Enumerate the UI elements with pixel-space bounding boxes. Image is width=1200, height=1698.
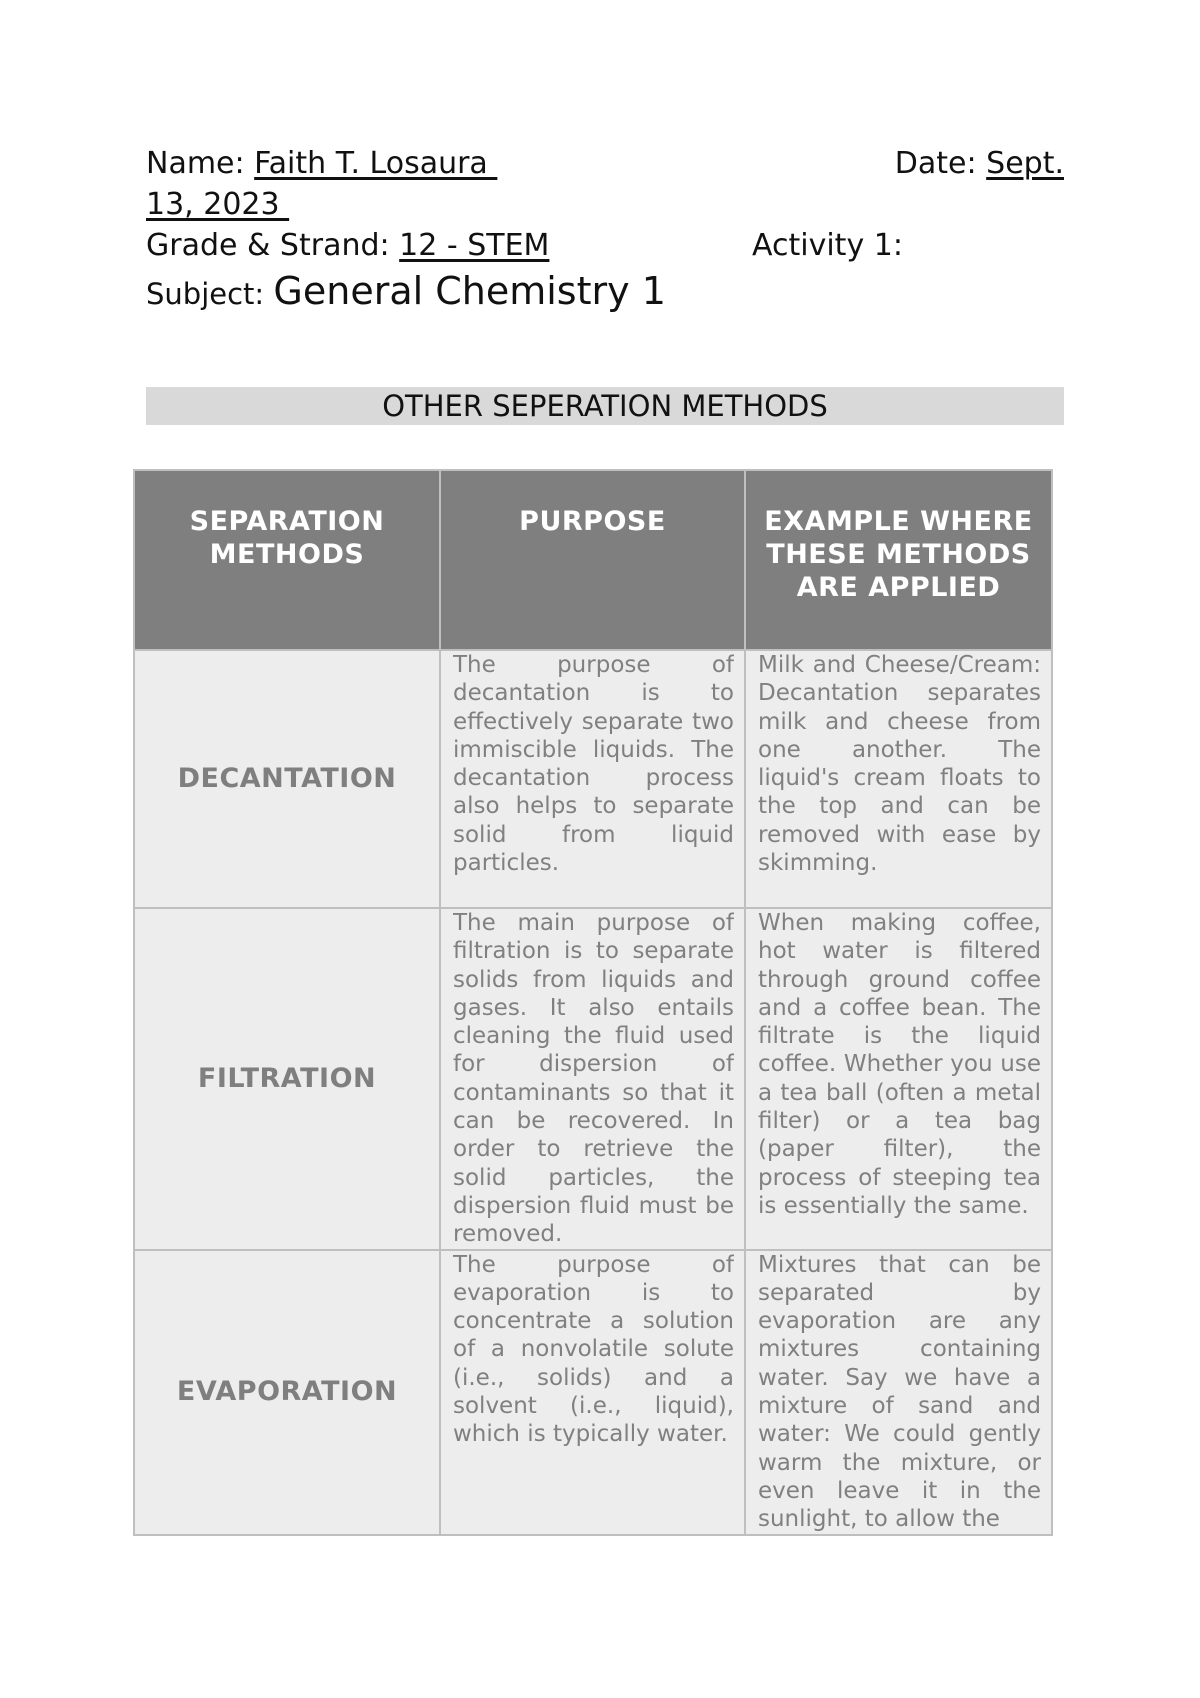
purpose-text: The purpose of evaporation is to concentrate a solution of a nonvolatile solute (i.e., solids) and a solvent (i.e., liquid), which is typically water. — [453, 1251, 734, 1448]
section-title: OTHER SEPERATION METHODS — [146, 387, 1064, 425]
table-header-row — [134, 470, 1052, 650]
date-label: Date: — [894, 146, 987, 181]
header-separation-methods: SEPARATION METHODS — [134, 470, 440, 650]
date-continuation-line — [146, 184, 1064, 225]
table-row — [134, 650, 1052, 908]
example-text: Mixtures that can be separated by evaporation are any mixtures containing water. Say we have a mixture of sand and water: We could gently warm the mixture, or even leave it in the sunlight, to allow the — [758, 1251, 1041, 1533]
name-date-line — [146, 143, 1064, 184]
name-value: Faith T. Losaura — [254, 146, 498, 181]
purpose-cell — [440, 908, 745, 1250]
header-example: EXAMPLE WHERE THESE METHODS ARE APPLIED — [745, 470, 1052, 650]
example-text: Milk and Cheese/Cream: Decantation separates milk and cheese from one another. The liquid's cream floats to the top and can be removed with ease by skimming. — [758, 652, 1041, 877]
table-row — [134, 908, 1052, 1250]
table-row — [134, 1250, 1052, 1535]
grade-label: Grade & Strand: — [146, 228, 400, 263]
subject-value: General Chemistry 1 — [273, 269, 666, 313]
document-header — [146, 143, 1064, 317]
example-cell — [745, 908, 1052, 1250]
header-purpose: PURPOSE — [440, 470, 745, 650]
purpose-cell — [440, 650, 745, 908]
subject-label: Subject: — [146, 277, 274, 311]
method-cell: DECANTATION — [134, 650, 440, 908]
purpose-text: The main purpose of filtration is to separate solids from liquids and gases. It also entails cleaning the fluid used for dispersion of contaminants so that it can be recovered. In order to retrieve the solid particles, the dispersion fluid must be removed. — [453, 910, 734, 1248]
separation-methods-table — [133, 469, 1053, 1536]
date-value-start: Sept. — [986, 146, 1064, 181]
subject-line — [146, 266, 1064, 317]
method-cell: FILTRATION — [134, 908, 440, 1250]
example-cell — [745, 1250, 1052, 1535]
example-cell — [745, 650, 1052, 908]
name-label: Name: — [146, 146, 255, 181]
purpose-text: The purpose of decantation is to effectively separate two immiscible liquids. The decantation process also helps to separate solid from liquid particles. — [453, 652, 734, 877]
date-field — [895, 143, 1064, 184]
example-text: When making coffee, hot water is filtered through ground coffee and a coffee bean. The filtrate is the liquid coffee. Whether you use a tea ball (often a metal filter) or a tea bag (paper filter), the process of steeping tea is essentially the same. — [758, 910, 1041, 1219]
grade-activity-line — [146, 225, 1064, 266]
grade-value: 12 - STEM — [399, 228, 550, 263]
method-cell: EVAPORATION — [134, 1250, 440, 1535]
date-value-end: 13, 2023 — [146, 187, 290, 222]
purpose-cell — [440, 1250, 745, 1535]
activity-label: Activity 1: — [752, 228, 903, 263]
